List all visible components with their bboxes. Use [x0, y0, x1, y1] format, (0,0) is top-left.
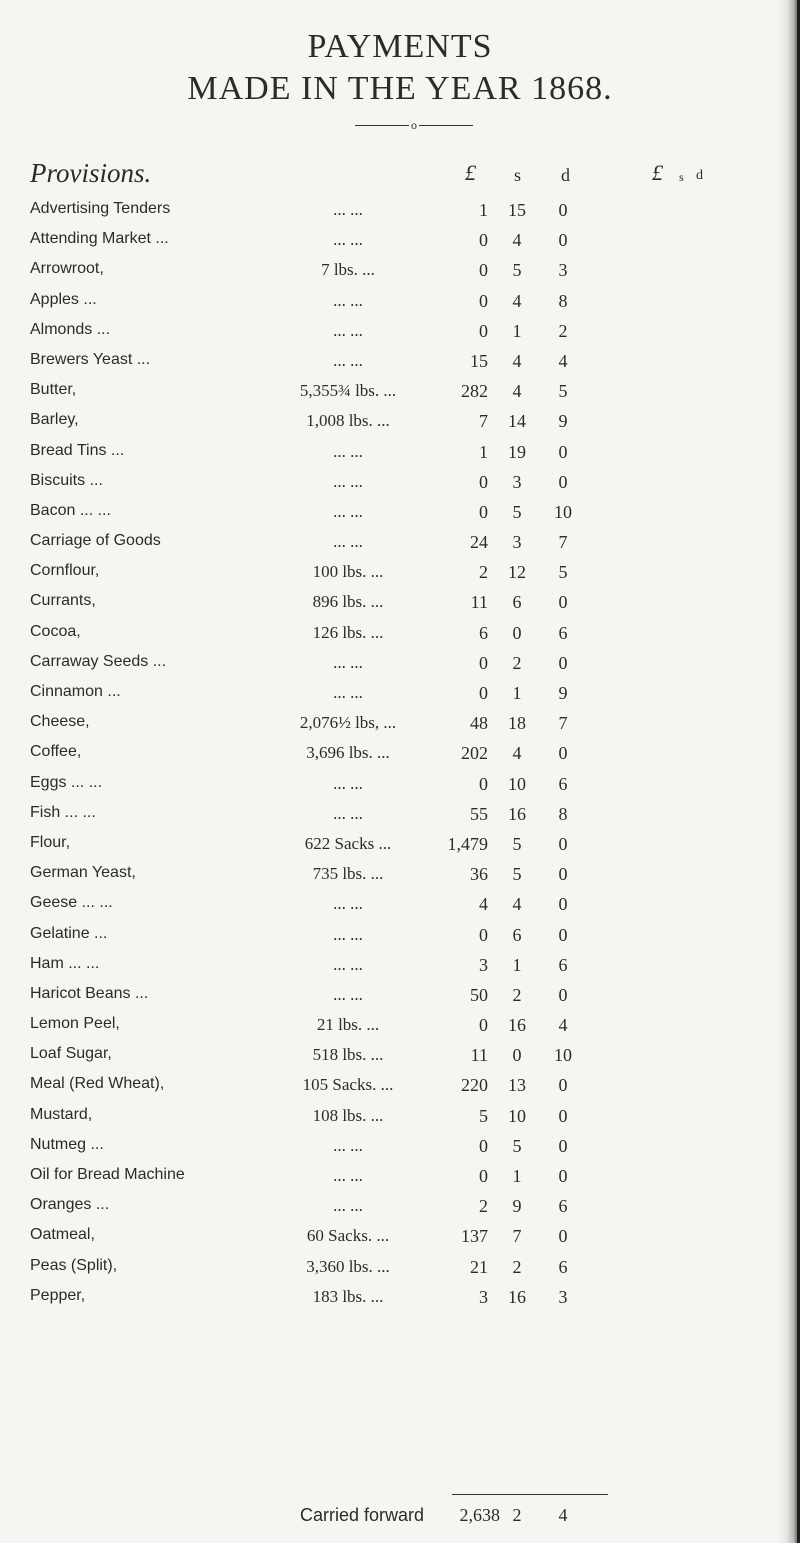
shillings2-column-header: s	[679, 170, 684, 184]
ledger-row	[0, 921, 800, 951]
shillings-column-header: s	[514, 165, 522, 185]
item-shillings: 18	[508, 713, 526, 734]
item-pence: 0	[558, 833, 568, 854]
item-pence: 0	[558, 864, 568, 885]
item-name: Currants,	[30, 592, 96, 610]
item-name: Geese ... ...	[30, 894, 113, 912]
item-quantity: ... ...	[333, 683, 363, 702]
item-quantity: 5,355¾ lbs. ...	[299, 381, 397, 401]
item-pounds: 0	[479, 924, 488, 945]
item-shillings: 4	[512, 350, 522, 371]
total-pence: 4	[558, 1505, 568, 1525]
ledger-row	[0, 1162, 800, 1192]
item-name: Mustard,	[30, 1105, 93, 1123]
item-name: Cinnamon ...	[30, 683, 121, 700]
ledger-row	[0, 1041, 800, 1071]
item-quantity: 896 lbs. ...	[312, 592, 384, 612]
ledger-row	[0, 1222, 800, 1252]
page-binding-edge	[778, 0, 800, 1543]
item-name: Fish ... ...	[30, 803, 96, 821]
item-shillings: 3	[512, 532, 522, 553]
item-quantity: ... ...	[333, 532, 363, 552]
item-pounds: 0	[479, 260, 488, 281]
ledger-rows	[0, 196, 800, 1313]
item-pence: 0	[558, 230, 568, 251]
item-name: Arrowroot,	[30, 260, 104, 278]
ledger-row	[0, 287, 800, 317]
item-quantity: 2,076½ lbs, ...	[299, 713, 397, 733]
item-pounds: 48	[470, 713, 488, 734]
item-pounds: 11	[470, 1045, 488, 1066]
item-pence: 0	[558, 441, 568, 462]
item-shillings: 4	[512, 381, 522, 402]
ledger-row	[0, 377, 800, 407]
item-quantity: ... ...	[333, 230, 363, 250]
ledger-row	[0, 981, 800, 1011]
item-shillings: 2	[512, 652, 522, 673]
item-name: Peas (Split),	[30, 1256, 118, 1274]
item-quantity: ... ...	[333, 320, 363, 340]
item-name: Lemon Peel,	[30, 1015, 120, 1033]
title-line-2: MADE IN THE YEAR 1868.	[187, 70, 613, 107]
ledger-row	[0, 1283, 800, 1313]
pounds-column-header: £	[465, 160, 476, 185]
item-name: Loaf Sugar,	[30, 1045, 112, 1063]
item-shillings: 5	[512, 1135, 522, 1156]
item-shillings: 16	[508, 803, 526, 824]
item-name: Barley,	[30, 411, 79, 429]
item-name: Oil for Bread Machine	[30, 1166, 185, 1183]
ledger-row	[0, 558, 800, 588]
item-name: Meal (Red Wheat),	[30, 1075, 165, 1093]
item-pounds: 0	[479, 290, 488, 311]
ledger-row	[0, 739, 800, 769]
ledger-row	[0, 770, 800, 800]
total-rule	[452, 1494, 608, 1495]
item-quantity: 7 lbs. ...	[321, 260, 375, 280]
total-pounds: 2,638	[459, 1505, 500, 1525]
ledger-row	[0, 256, 800, 286]
item-shillings: 5	[512, 833, 522, 854]
item-name: Gelatine ...	[30, 924, 108, 942]
item-quantity: ... ...	[333, 984, 363, 1004]
ledger-row	[0, 830, 800, 860]
item-name: Ham ... ...	[30, 954, 100, 972]
item-pounds: 0	[479, 230, 488, 251]
item-name: Carriage of Goods	[30, 532, 161, 550]
item-pounds: 1,479	[447, 833, 488, 854]
item-name: Oatmeal,	[30, 1226, 95, 1244]
item-shillings: 0	[512, 622, 522, 643]
item-pence: 0	[558, 200, 568, 220]
title-divider	[355, 118, 473, 132]
item-pence: 5	[558, 562, 568, 583]
item-pence: 6	[558, 1196, 568, 1217]
item-pence: 10	[554, 1045, 572, 1066]
item-quantity: ... ...	[333, 924, 363, 944]
ledger-row	[0, 951, 800, 981]
item-name: Pepper,	[30, 1286, 86, 1304]
item-name: Cornflour,	[30, 562, 100, 580]
item-pence: 0	[558, 743, 568, 764]
item-pounds: 7	[479, 411, 488, 432]
ledger-row	[0, 588, 800, 618]
item-pence: 0	[558, 1075, 568, 1096]
item-pence: 2	[558, 320, 568, 341]
item-name: Advertising Tenders	[30, 200, 171, 217]
ledger-row	[0, 498, 800, 528]
item-pounds: 0	[479, 1015, 488, 1036]
item-shillings: 19	[508, 441, 526, 462]
item-shillings: 15	[508, 200, 526, 220]
item-name: Brewers Yeast ...	[30, 350, 151, 368]
item-pounds: 0	[479, 320, 488, 341]
divider-mark: o	[411, 118, 417, 132]
item-shillings: 4	[512, 230, 522, 251]
item-quantity: 60 Sacks. ...	[306, 1226, 390, 1246]
item-quantity: ... ...	[333, 1166, 363, 1185]
item-quantity: ... ...	[333, 441, 363, 461]
item-pence: 5	[558, 381, 568, 402]
item-pounds: 50	[470, 984, 488, 1005]
item-pence: 6	[558, 954, 568, 975]
item-pounds: 2	[479, 562, 488, 583]
item-pence: 9	[558, 683, 568, 703]
item-shillings: 12	[508, 562, 526, 583]
item-pounds: 21	[470, 1256, 488, 1277]
pounds2-column-header: £	[652, 160, 663, 185]
item-pence: 0	[558, 894, 568, 915]
ledger-row	[0, 619, 800, 649]
item-quantity: 3,696 lbs. ...	[306, 743, 390, 763]
item-quantity: 21 lbs. ...	[316, 1015, 380, 1035]
item-pounds: 1	[479, 200, 488, 220]
item-name: Carraway Seeds ...	[30, 652, 167, 670]
item-pounds: 3	[479, 1286, 488, 1307]
item-quantity: 735 lbs. ...	[312, 864, 384, 884]
item-pence: 0	[558, 652, 568, 673]
item-pence: 6	[558, 1256, 568, 1277]
item-pounds: 4	[479, 894, 488, 915]
item-pence: 9	[558, 411, 568, 432]
item-pounds: 0	[479, 501, 488, 522]
item-pounds: 36	[470, 864, 488, 885]
item-name: Nutmeg ...	[30, 1135, 104, 1153]
ledger-row	[0, 438, 800, 468]
item-pounds: 0	[479, 1135, 488, 1156]
item-name: Cheese,	[30, 713, 90, 731]
ledger-row	[0, 890, 800, 920]
item-quantity: ... ...	[333, 290, 363, 310]
section-heading: Provisions.	[30, 158, 152, 188]
item-shillings: 9	[512, 1196, 522, 1217]
item-pence: 10	[554, 501, 572, 522]
ledger-row	[0, 679, 800, 709]
item-shillings: 1	[512, 683, 522, 703]
ledger-row	[0, 196, 800, 226]
item-pounds: 0	[479, 773, 488, 794]
item-pence: 0	[558, 471, 568, 492]
item-shillings: 10	[508, 773, 526, 794]
item-shillings: 0	[512, 1045, 522, 1066]
item-quantity: 108 lbs. ...	[312, 1105, 384, 1125]
item-quantity: 183 lbs. ...	[312, 1286, 384, 1306]
item-quantity: ... ...	[333, 200, 363, 219]
item-pounds: 6	[479, 622, 488, 643]
item-quantity: 100 lbs. ...	[312, 562, 384, 582]
item-pence: 0	[558, 1105, 568, 1126]
item-pence: 8	[558, 803, 568, 824]
ledger-row	[0, 407, 800, 437]
item-shillings: 16	[508, 1015, 526, 1036]
item-pounds: 2	[479, 1196, 488, 1217]
item-pounds: 220	[461, 1075, 488, 1096]
item-name: Oranges ...	[30, 1196, 110, 1214]
item-name: German Yeast,	[30, 864, 136, 882]
item-quantity: ... ...	[333, 350, 363, 370]
item-shillings: 6	[512, 924, 522, 945]
item-shillings: 1	[512, 320, 522, 341]
item-name: Bread Tins ...	[30, 441, 125, 459]
item-shillings: 13	[508, 1075, 526, 1096]
item-pence: 4	[558, 1015, 568, 1036]
item-pence: 6	[558, 622, 568, 643]
item-name: Flour,	[30, 833, 71, 851]
item-shillings: 7	[512, 1226, 522, 1247]
item-pounds: 55	[470, 803, 488, 824]
item-shillings: 6	[512, 592, 522, 613]
item-quantity: ... ...	[333, 954, 363, 974]
item-shillings: 2	[512, 984, 522, 1005]
item-name: Biscuits ...	[30, 471, 103, 489]
item-pounds: 24	[470, 532, 488, 553]
item-pounds: 0	[479, 683, 488, 703]
total-shillings: 2	[512, 1505, 522, 1525]
item-shillings: 4	[512, 894, 522, 915]
item-quantity: ... ...	[333, 1135, 363, 1155]
item-quantity: 126 lbs. ...	[312, 622, 384, 642]
item-pounds: 0	[479, 1166, 488, 1186]
item-pence: 7	[558, 713, 568, 734]
item-name: Apples ...	[30, 290, 97, 308]
item-pounds: 11	[470, 592, 488, 613]
item-pence: 7	[558, 532, 568, 553]
item-name: Bacon ... ...	[30, 501, 111, 519]
item-quantity: 1,008 lbs. ...	[306, 411, 390, 431]
ledger-row	[0, 1011, 800, 1041]
item-shillings: 3	[512, 471, 522, 492]
item-quantity: ... ...	[333, 501, 363, 521]
item-shillings: 2	[512, 1256, 522, 1277]
item-quantity: 3,360 lbs. ...	[306, 1256, 390, 1276]
item-pounds: 0	[479, 471, 488, 492]
item-quantity: ... ...	[333, 803, 363, 823]
item-pence: 3	[558, 260, 568, 281]
item-quantity: ... ...	[333, 652, 363, 672]
item-pounds: 5	[479, 1105, 488, 1126]
ledger-row	[0, 649, 800, 679]
item-pence: 0	[558, 592, 568, 613]
item-quantity: ... ...	[333, 471, 363, 491]
item-shillings: 5	[512, 501, 522, 522]
item-name: Haricot Beans ...	[30, 984, 149, 1002]
item-pence: 6	[558, 773, 568, 794]
item-pence: 8	[558, 290, 568, 311]
item-shillings: 5	[512, 864, 522, 885]
item-quantity: 105 Sacks. ...	[302, 1075, 394, 1095]
item-shillings: 16	[508, 1286, 526, 1307]
item-quantity: ... ...	[333, 1196, 363, 1216]
item-shillings: 4	[512, 290, 522, 311]
item-pounds: 282	[461, 381, 488, 402]
pence2-column-header: d	[696, 168, 703, 183]
ledger-row	[0, 1253, 800, 1283]
item-shillings: 5	[512, 260, 522, 281]
item-pounds: 3	[479, 954, 488, 975]
item-name: Attending Market ...	[30, 230, 169, 248]
title-line-1: PAYMENTS	[307, 28, 493, 65]
item-pence: 0	[558, 1135, 568, 1156]
item-shillings: 14	[508, 411, 526, 432]
ledger-row	[0, 800, 800, 830]
item-pence: 0	[558, 1226, 568, 1247]
item-name: Cocoa,	[30, 622, 81, 640]
item-pounds: 1	[479, 441, 488, 462]
item-shillings: 1	[512, 1166, 522, 1186]
item-shillings: 4	[512, 743, 522, 764]
item-pence: 3	[558, 1286, 568, 1307]
item-pounds: 137	[461, 1226, 488, 1247]
ledger-row	[0, 317, 800, 347]
item-pence: 0	[558, 1166, 568, 1186]
item-pence: 4	[558, 350, 568, 371]
ledger-row	[0, 1132, 800, 1162]
item-name: Coffee,	[30, 743, 82, 761]
ledger-row	[0, 709, 800, 739]
item-pounds: 15	[470, 350, 488, 371]
ledger-row	[0, 468, 800, 498]
item-shillings: 10	[508, 1105, 526, 1126]
ledger-row	[0, 1102, 800, 1132]
item-pence: 0	[558, 924, 568, 945]
item-name: Eggs ... ...	[30, 773, 103, 791]
item-quantity: 622 Sacks ...	[304, 833, 392, 853]
item-name: Butter,	[30, 381, 77, 399]
ledger-row	[0, 347, 800, 377]
carried-forward-label: Carried forward	[300, 1505, 425, 1525]
item-pounds: 202	[461, 743, 488, 764]
item-pence: 0	[558, 984, 568, 1005]
ledger-row	[0, 1192, 800, 1222]
ledger-row	[0, 1071, 800, 1101]
item-quantity: ... ...	[333, 894, 363, 914]
item-quantity: ... ...	[333, 773, 363, 793]
item-quantity: 518 lbs. ...	[312, 1045, 384, 1065]
item-pounds: 0	[479, 652, 488, 673]
item-shillings: 1	[512, 954, 522, 975]
ledger-row	[0, 860, 800, 890]
ledger-row	[0, 528, 800, 558]
pence-column-header: d	[561, 165, 570, 185]
ledger-row	[0, 226, 800, 256]
item-name: Almonds ...	[30, 320, 111, 338]
